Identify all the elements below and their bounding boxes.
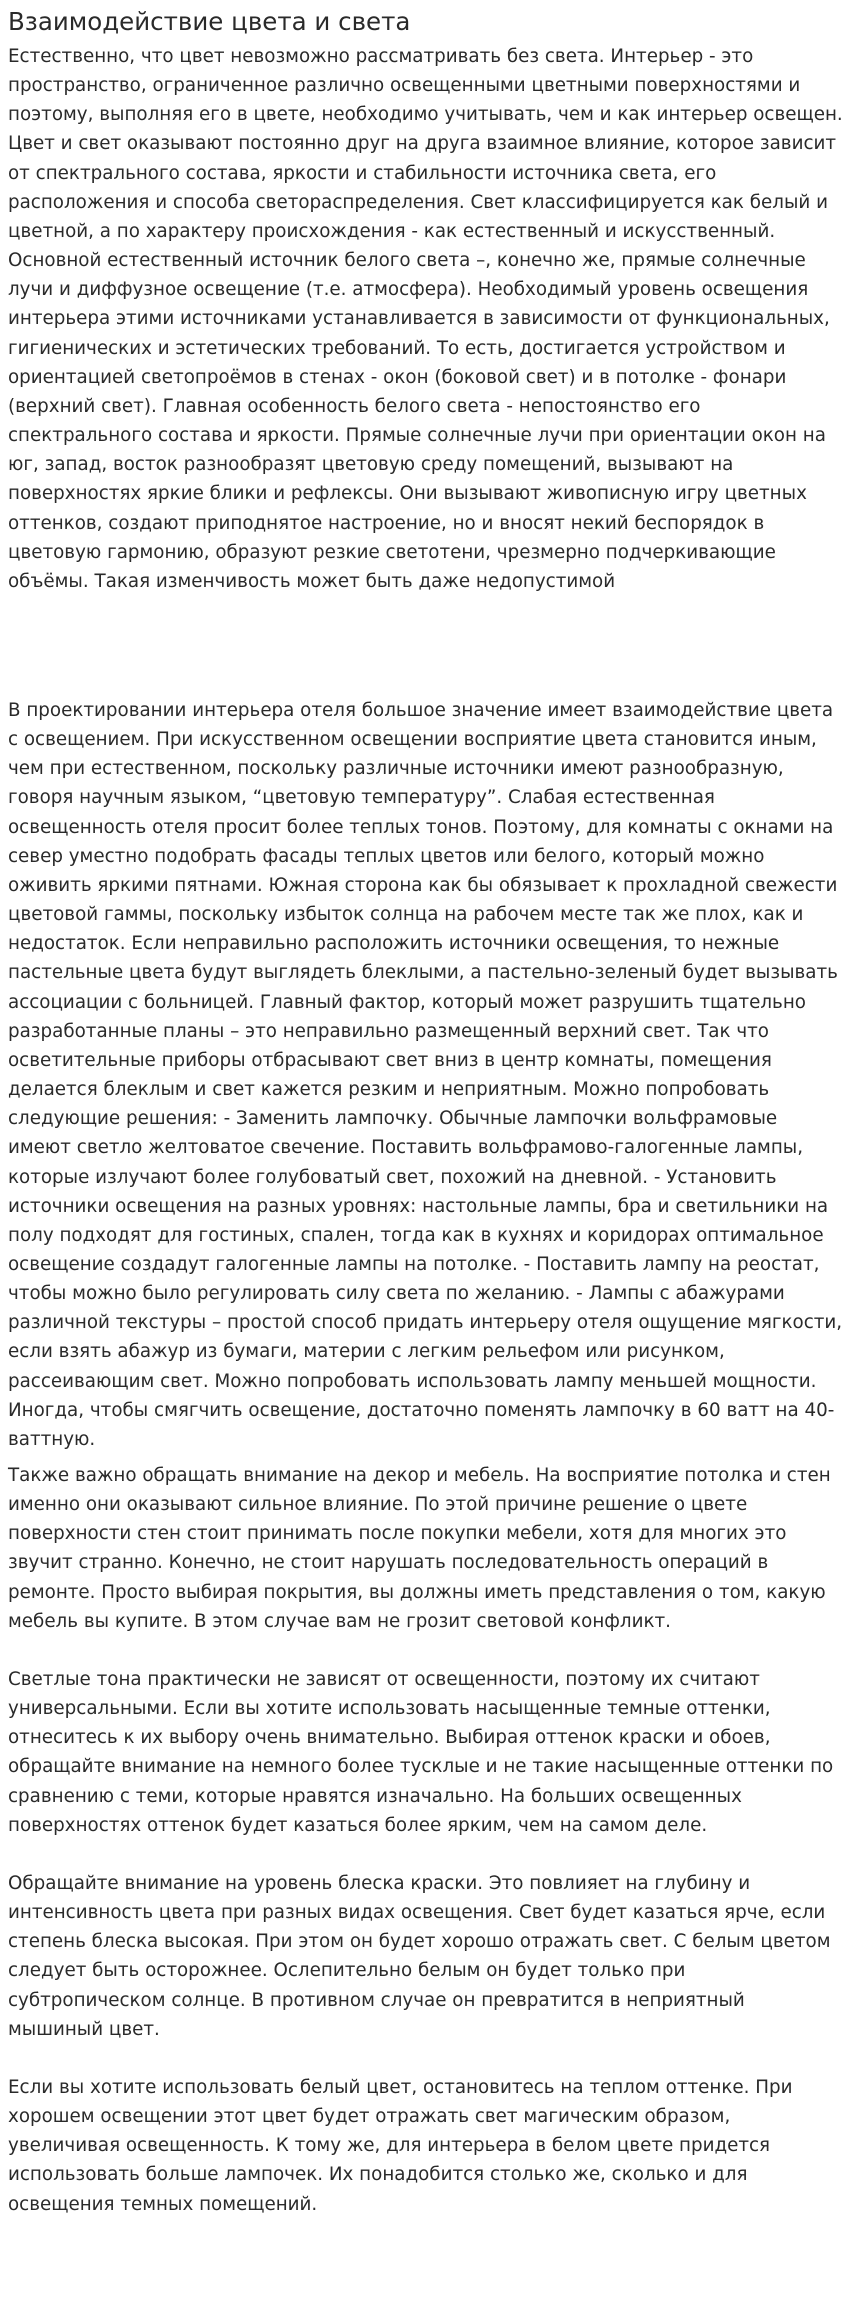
paragraph-3: Также важно обращать внимание на декор и мебель. На восприятие потолка и стен именно они оказывают сильное влияние. По этой причине решение о цвете поверхности стен стоит принимать после покупки мебели, хотя для многих это звучит странно. Конечно, не стоит нарушать последовательность операций в ремонте. Просто выбирая покрытия, вы должны иметь представления о том, какую мебель вы купите. В этом случае вам не грозит световой конфликт. xyxy=(8,1465,831,1632)
article xyxy=(8,0,844,2215)
page-title: Взаимодействие цвета и света xyxy=(8,7,411,36)
paragraph-4: Светлые тона практически не зависят от освещенности, поэтому их считают универсальными. Если вы хотите использовать насыщенные темные оттенки, отнеситесь к их выбору очень внимательно. Выбирая оттенок краски и обоев, обращайте внимание на немного более тусклые и не такие насыщенные оттенки по сравнению с теми, которые нравятся изначально. На больших освещенных поверхностях оттенок будет казаться более ярким, чем на самом деле. xyxy=(8,1669,834,1836)
paragraph-2: В проектировании интерьера отеля большое значение имеет взаимодействие цвета с освещением. При искусственном освещении восприятие цвета становится иным, чем при естественном, поскольку различные источники имеют разнообразную, говоря научным языком, “цветовую температуру”. Слабая естественная освещенность отеля просит более теплых тонов. Поэтому, для комнаты с окнами на север уместно подобрать фасады теплых цветов или белого, который можно оживить яркими пятнами. Южная сторона как бы обязывает к прохладной свежести цветовой гаммы, поскольку избыток солнца на рабочем месте так же плох, как и недостаток. Если неправильно расположить источники освещения, то нежные пастельные цвета будут выглядеть блеклыми, а пастельно-зеленый будет вызывать ассоциации с больницей. Главный фактор, который может разрушить тщательно разработанные планы – это неправильно размещенный верхний свет. Так что осветительные приборы отбрасывают свет вниз в центр комнаты, помещения делается блеклым и свет кажется резким и неприятным. Можно попробовать следующие решения: - Заменить лампочку. Обычные лампочки вольфрамовые имеют светло желтоватое свечение. Поставить вольфрамово-галогенные лампы, которые излучают более голубоватый свет, похожий на дневной. - Установить источники освещения на разных уровнях: настольные лампы, бра и светильники на полу подходят для гостиных, спален, тогда как в кухнях и коридорах оптимальное освещение создадут галогенные лампы на потолке. - Поставить лампу на реостат, чтобы можно было регулировать силу света по желанию. - Лампы с абажурами различной текстуры – простой способ придать интерьеру отеля ощущение мягкости, если взять абажур из бумаги, материи с легким рельефом или рисунком, рассеивающим свет. Можно попробовать использовать лампу меньшей мощности. Иногда, чтобы смягчить освещение, достаточно поменять лампочку в 60 ватт на 40-ваттную. xyxy=(8,700,843,1450)
paragraph-1: Естественно, что цвет невозможно рассматривать без света. Интерьер - это пространство, ограниченное различно освещенными цветными поверхностями и поэтому, выполняя его в цвете, необходимо учитывать, чем и как интерьер освещен. Цвет и свет оказывают постоянно друг на друга взаимное влияние, которое зависит от спектрального состава, яркости и стабильности источника света, его расположения и способа светораспределения. Свет классифицируется как белый и цветной, а по характеру происхождения - как естественный и искусственный. Основной естественный источник белого света –, конечно же, прямые солнечные лучи и диффузное освещение (т.е. атмосфера). Необходимый уровень освещения интерьера этими источниками устанавливается в зависимости от функциональных, гигиенических и эстетических требований. То есть, достигается устройством и ориентацией светопроёмов в стенах - окон (боковой свет) и в потолке - фонари (верхний свет). Главная особенность белого света - непостоянство его спектрального состава и яркости. Прямые солнечные лучи при ориентации окон на юг, запад, восток разнообразят цветовую среду помещений, вызывают на поверхностях яркие блики и рефлексы. Они вызывают живописную игру цветных оттенков, создают приподнятое настроение, но и вносят некий беспорядок в цветовую гармонию, образуют резкие светотени, чрезмерно подчеркивающие объёмы. Такая изменчивость может быть даже недопустимой xyxy=(8,46,843,592)
paragraph-5: Обращайте внимание на уровень блеска краски. Это повлияет на глубину и интенсивность цвета при разных видах освещения. Свет будет казаться ярче, если степень блеска высокая. При этом он будет хорошо отражать свет. С белым цветом следует быть осторожнее. Ослепительно белым он будет только при субтропическом солнце. В противном случае он превратится в неприятный мышиный цвет. xyxy=(8,1873,831,2040)
paragraph-6: Если вы хотите использовать белый цвет, остановитесь на теплом оттенке. При хорошем освещении этот цвет будет отражать свет магическим образом, увеличивая освещенность. К тому же, для интерьера в белом цвете придется использовать больше лампочек. Их понадобится столько же, сколько и для освещения темных помещений. xyxy=(8,2077,793,2215)
